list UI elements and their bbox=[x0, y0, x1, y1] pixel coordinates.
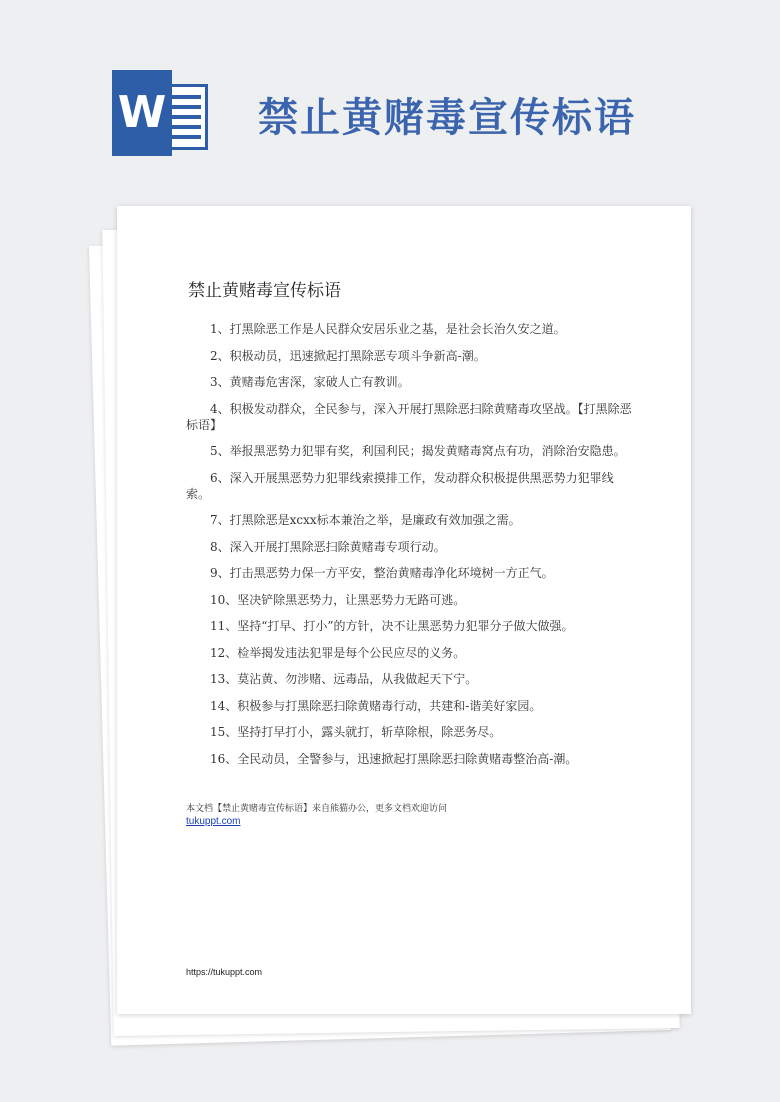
word-document-icon bbox=[112, 70, 210, 156]
slogan-item: 11、坚持“打早、打小”的方针，决不让黑恶势力犯罪分子做大做强。 bbox=[210, 619, 574, 633]
word-logo-letter: W bbox=[112, 70, 172, 156]
slogan-item: 16、全民动员，全警参与，迅速掀起打黑除恶扫除黄赌毒整治高-潮。 bbox=[210, 751, 578, 766]
source-note: 本文档【禁止黄赌毒宣传标语】来自熊猫办公，更多文档欢迎访问 bbox=[186, 804, 448, 814]
banner bbox=[0, 0, 780, 200]
slogan-item: 7、打黑除恶是xcxx标本兼治之举，是廉政有效加强之需。 bbox=[210, 513, 521, 527]
slogan-list bbox=[186, 321, 636, 777]
page-footer-url: https://tukuppt.com bbox=[186, 967, 263, 977]
banner-title: 禁止黄赌毒宣传标语 bbox=[258, 95, 636, 141]
slogan-item: 9、打击黑恶势力保一方平安，整治黄赌毒净化环境树一方正气。 bbox=[210, 566, 554, 580]
slogan-item: 14、积极参与打黑除恶扫除黄赌毒行动，共建和-谐美好家园。 bbox=[210, 698, 542, 713]
slogan-item: 5、举报黑恶势力犯罪有奖，利国利民；揭发黄赌毒窝点有功，消除治安隐患。 bbox=[210, 444, 626, 458]
source-link[interactable]: tukuppt.com bbox=[186, 816, 241, 827]
slogan-item: 1、打黑除恶工作是人民群众安居乐业之基，是社会长治久安之道。 bbox=[210, 322, 566, 336]
slogan-item: 2、积极动员，迅速掀起打黑除恶专项斗争新高-潮。 bbox=[210, 348, 486, 363]
document-title: 禁止黄赌毒宣传标语 bbox=[188, 281, 341, 301]
slogan-item: 12、检举揭发违法犯罪是每个公民应尽的义务。 bbox=[210, 645, 466, 660]
slogan-item: 4、积极发动群众，全民参与，深入开展打黑除恶扫除黄赌毒攻坚战。【打黑除恶标语】 bbox=[186, 401, 632, 432]
slogan-item: 8、深入开展打黑除恶扫除黄赌毒专项行动。 bbox=[210, 539, 446, 554]
slogan-item: 3、黄赌毒危害深，家破人亡有教训。 bbox=[210, 375, 410, 389]
slogan-item: 10、坚决铲除黑恶势力，让黑恶势力无路可逃。 bbox=[210, 592, 466, 607]
slogan-item: 6、深入开展黑恶势力犯罪线索摸排工作，发动群众积极提供黑恶势力犯罪线索。 bbox=[186, 470, 614, 501]
document-page bbox=[117, 206, 691, 1014]
slogan-item: 15、坚持打早打小，露头就打，斩草除根，除恶务尽。 bbox=[210, 725, 502, 739]
slogan-item: 13、莫沾黄、勿涉赌、远毒品，从我做起天下宁。 bbox=[210, 672, 478, 686]
